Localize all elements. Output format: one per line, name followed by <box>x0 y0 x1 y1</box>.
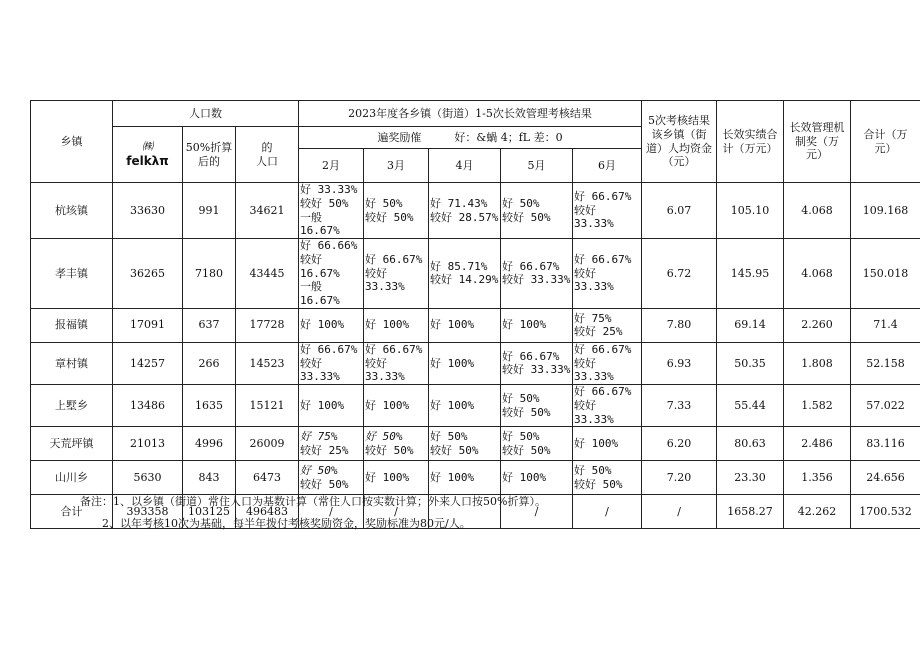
cell-mechanism-reward: 2.260 <box>784 308 851 342</box>
cell-per-capita: 6.72 <box>642 239 717 309</box>
cell-discounted: 7180 <box>183 239 236 309</box>
cell-month-result <box>573 183 642 239</box>
result-line: 较好 33.33% <box>502 273 571 287</box>
cell-mechanism-reward: 4.068 <box>784 239 851 309</box>
result-line: 较好 33.33% <box>300 356 340 384</box>
result-line: 好 66.67% <box>502 349 560 363</box>
cell-month-result <box>573 495 642 529</box>
result-line: 好 100% <box>300 318 345 332</box>
cell-population: 393358 <box>113 495 183 529</box>
result-line: 好 50% <box>365 430 403 443</box>
header-month-1: 3月 <box>364 149 429 183</box>
table-row <box>31 461 920 495</box>
result-line: 较好 50% <box>502 443 551 457</box>
result-line: / <box>394 504 398 518</box>
cell-longterm-total: 145.95 <box>717 239 784 309</box>
cell-street-pop: 34621 <box>236 183 299 239</box>
result-line: 好 71.43% <box>430 196 488 210</box>
result-line: 较好 50% <box>502 210 551 224</box>
cell-month-result <box>429 342 501 384</box>
result-line: 较好 33.33% <box>574 356 614 384</box>
cell-population: 5630 <box>113 461 183 495</box>
cell-longterm-total: 23.30 <box>717 461 784 495</box>
cell-longterm-total: 50.35 <box>717 342 784 384</box>
header-month-2: 4月 <box>429 149 501 183</box>
table-row <box>31 308 920 342</box>
cell-month-result <box>573 427 642 461</box>
cell-street-pop: 6473 <box>236 461 299 495</box>
result-line: 较好 50% <box>574 477 623 491</box>
result-line: 好 100% <box>365 470 410 484</box>
header-grand-total: 合计（万元） <box>851 101 920 183</box>
cell-month-result <box>501 342 573 384</box>
cell-month-result <box>429 427 501 461</box>
cell-discounted: 1635 <box>183 385 236 427</box>
cell-per-capita: / <box>642 495 717 529</box>
cell-mechanism-reward: 42.262 <box>784 495 851 529</box>
cell-month-result <box>299 239 364 309</box>
cell-grand-total: 109.168 <box>851 183 920 239</box>
cell-town: 天荒坪镇 <box>31 427 113 461</box>
cell-longterm-total: 105.10 <box>717 183 784 239</box>
result-line: / <box>329 504 333 518</box>
cell-month-result <box>364 427 429 461</box>
cell-month-result <box>573 239 642 309</box>
cell-month-result <box>573 461 642 495</box>
cell-mechanism-reward: 4.068 <box>784 183 851 239</box>
cell-longterm-total: 80.63 <box>717 427 784 461</box>
cell-month-result <box>573 385 642 427</box>
result-line: 较好 33.33% <box>502 363 571 377</box>
result-line: 好 50% <box>502 430 540 443</box>
result-line: 好 50% <box>365 196 403 210</box>
cell-month-result <box>364 308 429 342</box>
header-mechanism-reward: 长效管理机制奖（万元） <box>784 101 851 183</box>
cell-town: 章村镇 <box>31 342 113 384</box>
cell-longterm-total: 1658.27 <box>717 495 784 529</box>
cell-mechanism-reward: 1.808 <box>784 342 851 384</box>
result-line: 好 50% <box>574 464 612 477</box>
result-line: 较好 25% <box>574 325 623 339</box>
result-line: 较好 50% <box>365 443 414 457</box>
note-1: 备注：1、以乡镇（街道）常住人口为基数计算（常住人口按实数计算；外来人口按50%折算）。 <box>80 495 546 508</box>
cell-per-capita: 6.07 <box>642 183 717 239</box>
header-assessment-title: 2023年度各乡镇（街道）1-5次长效管理考核结果 <box>299 101 642 127</box>
cell-month-result <box>299 183 364 239</box>
cell-month-result <box>429 385 501 427</box>
cell-month-result <box>501 427 573 461</box>
header-month-4: 6月 <box>573 149 642 183</box>
result-line: 好 85.71% <box>430 259 488 273</box>
cell-grand-total: 83.116 <box>851 427 920 461</box>
cell-grand-total: 24.656 <box>851 461 920 495</box>
cell-street-pop: 14523 <box>236 342 299 384</box>
assessment-table <box>30 100 920 529</box>
cell-month-result <box>501 183 573 239</box>
cell-per-capita: 7.20 <box>642 461 717 495</box>
result-line: 较好 14.29% <box>430 273 499 287</box>
table-row <box>31 183 920 239</box>
header-month-3: 5月 <box>501 149 573 183</box>
notes <box>80 496 546 534</box>
cell-mechanism-reward: 1.582 <box>784 385 851 427</box>
result-line: 好 33.33% <box>300 183 358 196</box>
cell-town: 孝丰镇 <box>31 239 113 309</box>
header-garbled-b: felkλπ <box>126 153 169 168</box>
result-line: 好 100% <box>300 398 345 412</box>
header-per-capita: 5次考核结果该乡镇（街道）人均资金（元） <box>642 101 717 183</box>
cell-street-pop: 15121 <box>236 385 299 427</box>
result-line: 好 66.67% <box>300 342 358 356</box>
result-line: 较好 50% <box>365 210 414 224</box>
result-line: 好 50% <box>430 430 468 443</box>
result-line: 较好 33.33% <box>574 398 614 426</box>
result-line: 较好 33.33% <box>574 203 614 231</box>
result-line: 一般 16.67% <box>300 210 340 238</box>
cell-month-result <box>429 183 501 239</box>
cell-month-result <box>299 461 364 495</box>
result-line: 好 100% <box>430 398 475 412</box>
cell-town: 合计 <box>31 495 113 529</box>
cell-month-result <box>364 183 429 239</box>
cell-month-result <box>429 239 501 309</box>
result-line: 好 100% <box>365 318 410 332</box>
result-line: 好 66.67% <box>365 252 423 266</box>
result-line: 好 100% <box>502 470 547 484</box>
header-month-0: 2月 <box>299 149 364 183</box>
cell-month-result <box>501 385 573 427</box>
result-line: 较好 50% <box>300 196 349 210</box>
cell-month-result <box>573 342 642 384</box>
cell-town: 上墅乡 <box>31 385 113 427</box>
cell-longterm-total: 55.44 <box>717 385 784 427</box>
cell-street-pop: 43445 <box>236 239 299 309</box>
result-line: 好 66.67% <box>574 342 632 356</box>
header-longterm-total: 长效实绩合计（万元） <box>717 101 784 183</box>
cell-town: 报福镇 <box>31 308 113 342</box>
result-line: 好 100% <box>365 398 410 412</box>
cell-month-result <box>299 308 364 342</box>
cell-month-result <box>364 461 429 495</box>
cell-population: 17091 <box>113 308 183 342</box>
result-line: 好 66.67% <box>574 252 632 266</box>
cell-grand-total: 52.158 <box>851 342 920 384</box>
result-line: 好 66.67% <box>574 385 632 398</box>
cell-month-result <box>364 385 429 427</box>
result-line: 好 100% <box>430 470 475 484</box>
cell-grand-total: 57.022 <box>851 385 920 427</box>
table-row <box>31 342 920 384</box>
cell-population: 21013 <box>113 427 183 461</box>
result-line: 好 100% <box>430 318 475 332</box>
table-row <box>31 239 920 309</box>
result-line: 较好 50% <box>300 477 349 491</box>
note-2: 2、以年考核10次为基础，每半年拨付考核奖励资金，奖励标准为80元/人。 <box>102 517 471 530</box>
result-line: 好 50% <box>502 196 540 210</box>
cell-town: 杭垓镇 <box>31 183 113 239</box>
header-discounted: 50%折算后的 <box>183 127 236 183</box>
header-garbled <box>113 127 183 183</box>
cell-month-result <box>501 239 573 309</box>
result-line: 较好 50% <box>430 443 479 457</box>
cell-street-pop: 26009 <box>236 427 299 461</box>
result-line: / <box>534 504 539 518</box>
cell-town: 山川乡 <box>31 461 113 495</box>
cell-discounted: 637 <box>183 308 236 342</box>
cell-month-result <box>429 308 501 342</box>
result-line: 好 66.67% <box>365 342 423 356</box>
cell-month-result <box>364 239 429 309</box>
header-garbled-a: ㈱ <box>142 140 153 154</box>
cell-per-capita: 6.20 <box>642 427 717 461</box>
cell-discounted: 4996 <box>183 427 236 461</box>
cell-discounted: 266 <box>183 342 236 384</box>
cell-population: 36265 <box>113 239 183 309</box>
header-town: 乡镇 <box>31 101 113 183</box>
cell-discounted: 103125 <box>183 495 236 529</box>
result-line: 好 66.66% <box>300 239 358 252</box>
result-line: / <box>605 504 609 518</box>
cell-month-result <box>501 308 573 342</box>
result-line: 较好 25% <box>300 443 349 457</box>
result-line: 一般 16.67% <box>300 280 340 307</box>
cell-per-capita: 7.33 <box>642 385 717 427</box>
result-line: 较好 33.33% <box>365 266 405 294</box>
result-line: 好 66.67% <box>502 259 560 273</box>
result-line: 较好 28.57% <box>430 210 499 224</box>
cell-month-result <box>299 342 364 384</box>
cell-street-pop: 17728 <box>236 308 299 342</box>
result-line: 较好 16.67% <box>300 252 340 280</box>
header-street-pop: 的 人口 <box>236 127 299 183</box>
table-row <box>31 427 920 461</box>
result-line: 好 75% <box>300 430 338 443</box>
result-line: 好 100% <box>430 356 475 370</box>
cell-grand-total: 150.018 <box>851 239 920 309</box>
cell-mechanism-reward: 1.356 <box>784 461 851 495</box>
cell-month-result <box>429 461 501 495</box>
cell-longterm-total: 69.14 <box>717 308 784 342</box>
cell-grand-total: 1700.532 <box>851 495 920 529</box>
result-line: 较好 50% <box>502 405 551 419</box>
cell-mechanism-reward: 2.486 <box>784 427 851 461</box>
header-population: 人口数 <box>113 101 299 127</box>
table-row <box>31 385 920 427</box>
cell-month-result <box>299 427 364 461</box>
result-line: 好 50% <box>300 464 338 477</box>
cell-month-result <box>573 308 642 342</box>
cell-population: 33630 <box>113 183 183 239</box>
result-line: 好 75% <box>574 311 612 325</box>
cell-month-result <box>299 385 364 427</box>
cell-population: 14257 <box>113 342 183 384</box>
cell-grand-total: 71.4 <box>851 308 920 342</box>
cell-population: 13486 <box>113 385 183 427</box>
header-reward-note: 遍奖励傕 好：&蝸 4；fL 差：0 <box>299 127 642 149</box>
cell-per-capita: 7.80 <box>642 308 717 342</box>
cell-discounted: 843 <box>183 461 236 495</box>
cell-month-result <box>501 461 573 495</box>
result-line: 好 100% <box>574 436 619 450</box>
cell-month-result <box>364 342 429 384</box>
result-line: 好 50% <box>502 391 540 405</box>
result-line: 较好 33.33% <box>365 356 405 384</box>
cell-per-capita: 6.93 <box>642 342 717 384</box>
cell-discounted: 991 <box>183 183 236 239</box>
result-line: 好 100% <box>502 318 547 332</box>
result-line: 较好 33.33% <box>574 266 614 294</box>
result-line: 好 66.67% <box>574 189 632 203</box>
cell-street-pop: 496483 <box>236 495 299 529</box>
